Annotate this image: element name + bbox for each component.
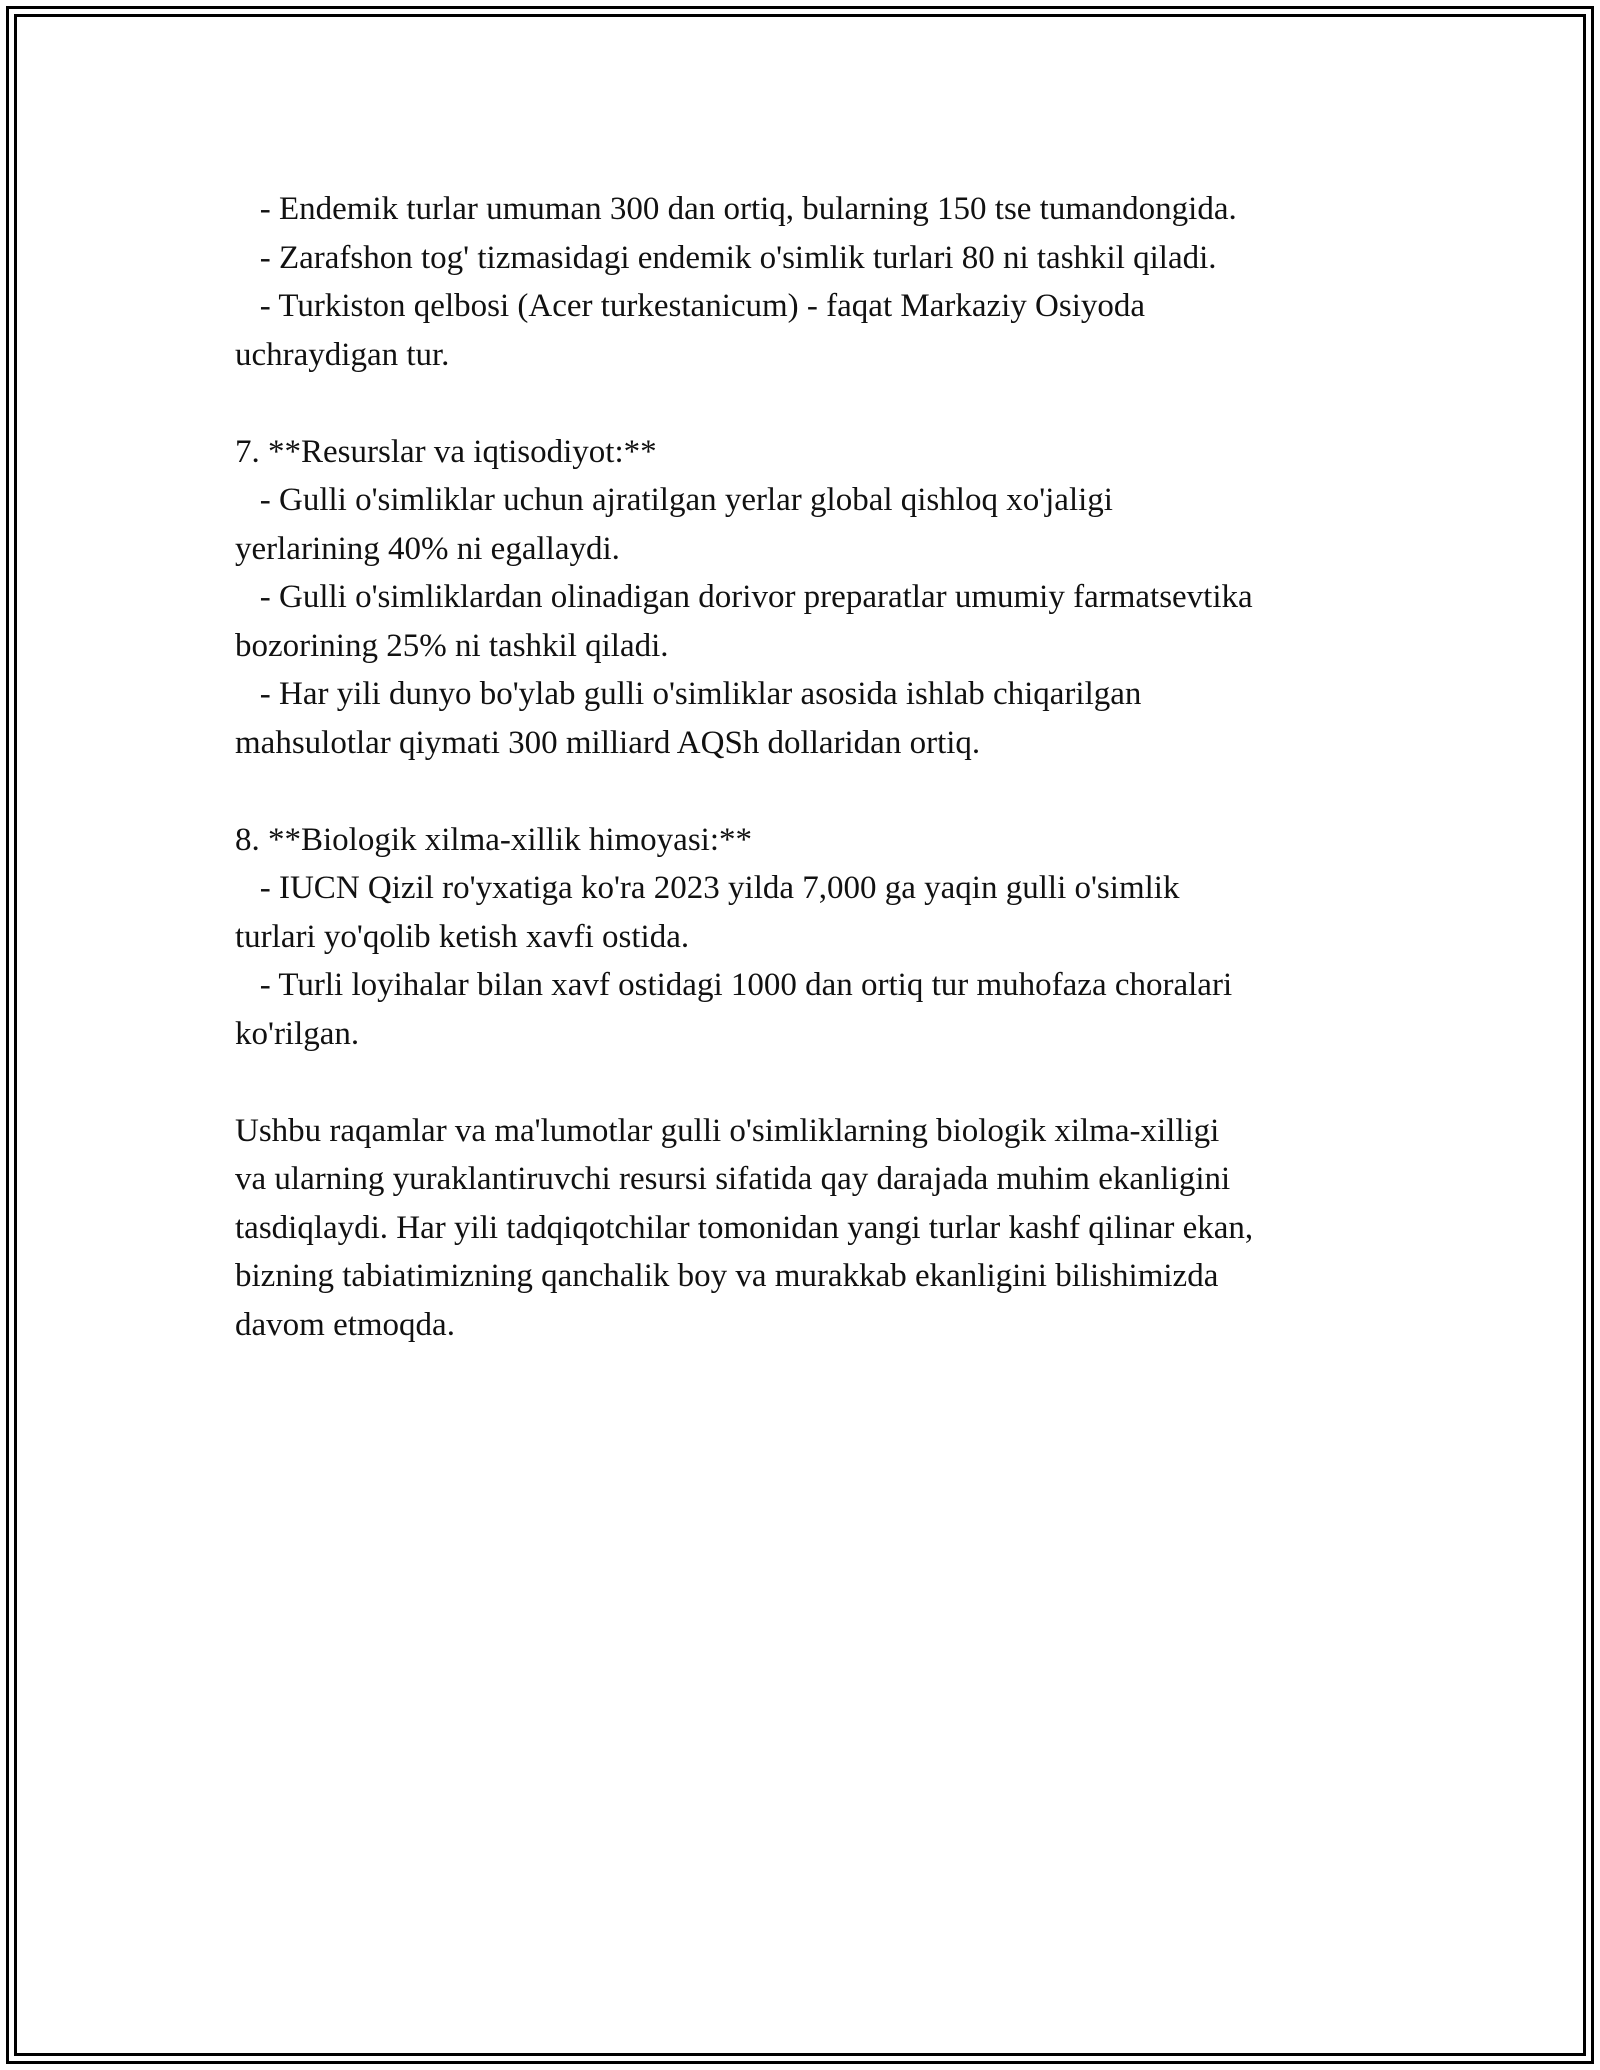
text-line: - Zarafshon tog' tizmasidagi endemik o'simlik turlari 80 ni tashkil qiladi. xyxy=(235,239,1217,276)
text-line: uchraydigan tur. xyxy=(235,336,450,373)
blank-line xyxy=(235,1058,1415,1107)
blank-line xyxy=(235,379,1415,428)
blank-line xyxy=(235,767,1415,816)
section-heading-7: 7. **Resurslar va iqtisodiyot:** xyxy=(235,433,657,470)
text-line: - Gulli o'simliklar uchun ajratilgan yerlar global qishloq xo'jaligi xyxy=(235,482,1113,518)
text-line: - Gulli o'simliklardan olinadigan dorivor preparatlar umumiy farmatsevtika xyxy=(235,579,1253,615)
conclusion-line: bizning tabiatimizning qanchalik boy va murakkab ekanligini bilishimizda xyxy=(235,1258,1219,1294)
text-line: yerlarining 40% ni egallaydi. xyxy=(235,530,620,567)
text-line: - IUCN Qizil ro'yxatiga ko'ra 2023 yilda 7,000 ga yaqin gulli o'simlik xyxy=(235,870,1180,906)
text-line: turlari yo'qolib ketish xavfi ostida. xyxy=(235,918,690,955)
text-line: mahsulotlar qiymati 300 milliard AQSh dollaridan ortiq. xyxy=(235,724,981,761)
text-line: - Har yili dunyo bo'ylab gulli o'simliklar asosida ishlab chiqarilgan xyxy=(235,676,1142,712)
section-heading-8: 8. **Biologik xilma-xillik himoyasi:** xyxy=(235,821,752,858)
text-line: - Endemik turlar umuman 300 dan ortiq, bularning 150 tse tumandongida. xyxy=(235,191,1237,227)
conclusion-line: tasdiqlaydi. Har yili tadqiqotchilar tomonidan yangi turlar kashf qilinar ekan, xyxy=(235,1209,1254,1246)
conclusion-line: Ushbu raqamlar va ma'lumotlar gulli o'simliklarning biologik xilma-xilligi xyxy=(235,1112,1220,1149)
text-line: bozorining 25% ni tashkil qiladi. xyxy=(235,627,669,664)
text-line: ko'rilgan. xyxy=(235,1015,360,1052)
conclusion-line: va ularning yuraklantiruvchi resursi sifatida qay darajada muhim ekanligini xyxy=(235,1161,1231,1197)
conclusion-line: davom etmoqda. xyxy=(235,1306,455,1343)
text-line: - Turkiston qelbosi (Acer turkestanicum) - faqat Markaziy Osiyoda xyxy=(235,288,1146,324)
text-line: - Turli loyihalar bilan xavf ostidagi 1000 dan ortiq tur muhofaza choralari xyxy=(235,967,1233,1003)
document-body xyxy=(235,185,1415,1349)
